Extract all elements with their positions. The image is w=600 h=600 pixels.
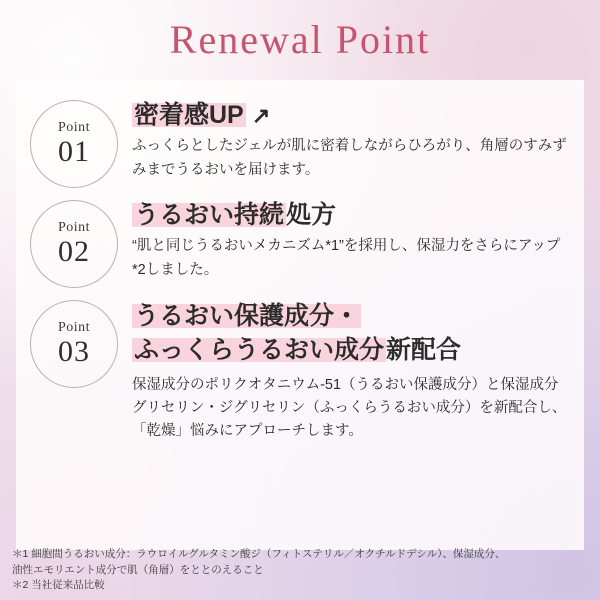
point-headline-highlight-02: うるおい持続 [134,201,285,229]
page-title: Renewal Point [169,17,431,62]
points-list [30,98,570,454]
point-item-01 [30,98,570,188]
footnote-line-2: 油性エモリエント成分で肌（角層）をととのえること [12,563,264,576]
point-description-01: ふっくらとしたジェルが肌に密着しながらひろがり、角層のすみずみまでうるおいを届けます。 [132,138,567,178]
point-headline-highlight-01: 密着感UP [134,101,244,129]
point-badge-01 [30,100,118,188]
point-headline-line2-highlight-03: ふっくらうるおい成分 [134,335,385,364]
point-headline-02 [132,200,570,231]
content-card [16,80,584,550]
point-badge-03 [30,300,118,388]
point-headline-line1-03: うるおい保護成分・ [134,302,360,330]
point-headline-rest-01: ↗ [245,103,271,128]
footnotes [12,547,592,594]
point-badge-number-01: 01 [58,135,90,168]
point-badge-label-02: Point [57,220,91,235]
point-headline-03 [132,300,570,368]
point-badge-label-01: Point [57,120,91,135]
point-body-03 [132,298,570,444]
point-description-03: 保湿成分のポリクオタニウム-51（うるおい保護成分）と保湿成分グリセリン・ジグリセリン（ふっくらうるおい成分）を新配合し、「乾燥」悩みにアプローチします。 [132,376,567,440]
point-badge-number-02: 02 [58,235,90,268]
point-headline-line2-rest-03: 新配合 [386,335,462,364]
point-item-03 [30,298,570,444]
point-badge-number-03: 03 [58,335,90,368]
point-description-02: “肌と同じうるおいメカニズム*1”を採用し、保湿力をさらにアップ*2しました。 [132,238,561,278]
point-item-02 [30,198,570,288]
point-body-02 [132,198,570,282]
point-headline-01 [132,100,570,131]
point-badge-02 [30,200,118,288]
point-headline-rest-02: 処方 [286,201,337,229]
footnote-line-3: ＊2 当社従来品比較 [12,579,105,592]
point-body-01 [132,98,570,182]
point-badge-label-03: Point [57,320,91,335]
footnote-line-1: ＊1 細胞間うるおい成分：ラウロイルグルタミン酸ジ（フィトステリル／オクチルドデシル）、保湿成分、 [12,547,506,560]
